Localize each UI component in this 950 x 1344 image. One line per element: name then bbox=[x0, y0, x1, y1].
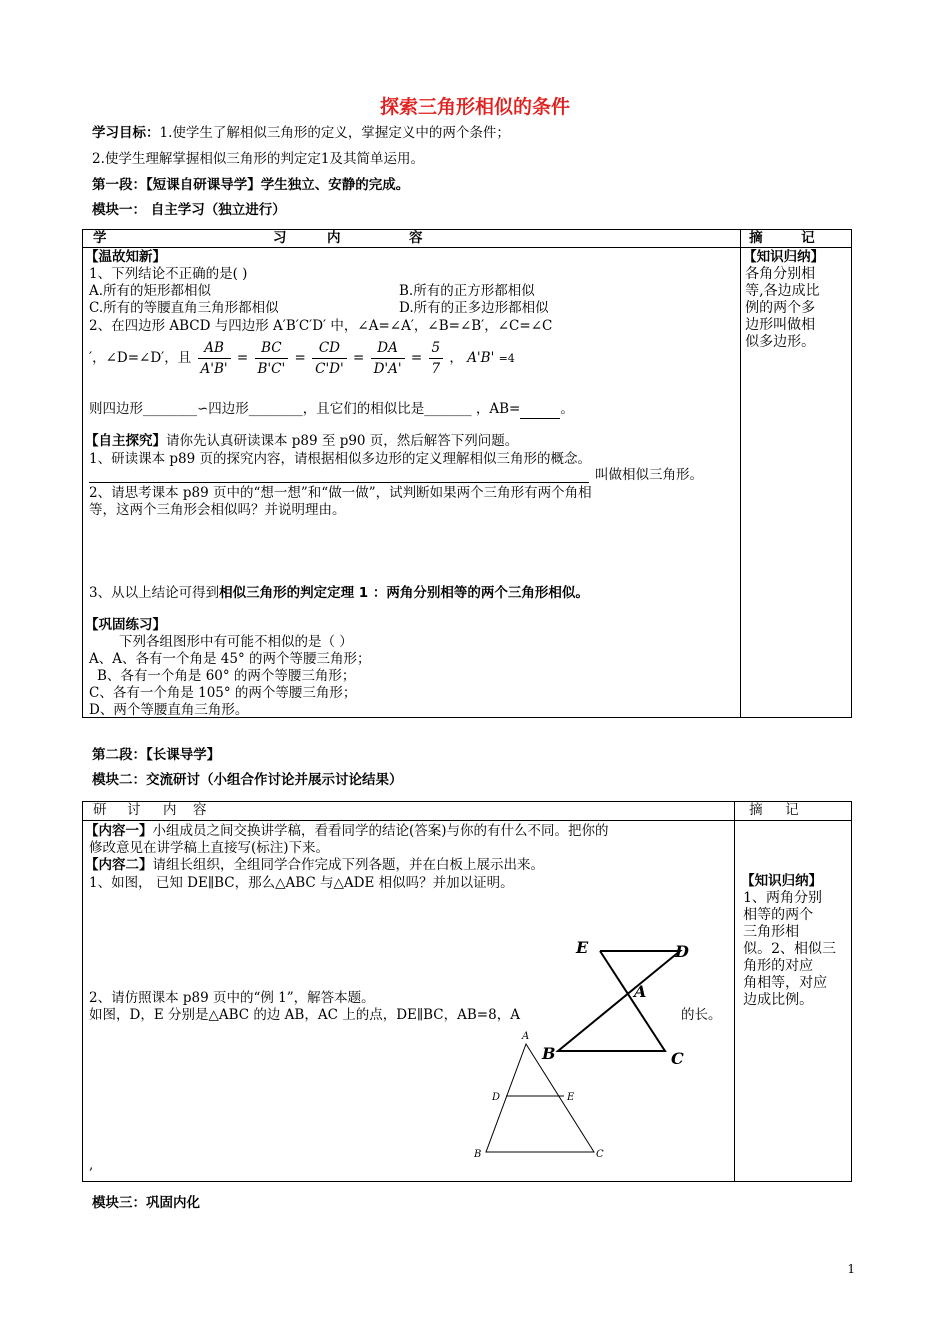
point-label-c: C bbox=[596, 1149, 604, 1160]
discussion-question-1: 1、如图， 已知 DE∥BC，那么△ABC 与△ADE 相似吗？并加以证明。 bbox=[89, 875, 514, 891]
point-label-a: A bbox=[634, 982, 647, 1001]
module-1-heading: 模块一： 自主学习（独立进行） bbox=[92, 202, 286, 218]
note-line: 1、两角分别 bbox=[743, 890, 823, 906]
page-number: 1 bbox=[847, 1262, 855, 1276]
explore-question-3-lead: 3、从以上结论可得到 bbox=[89, 585, 220, 601]
fraction-denominator: A'B' bbox=[200, 361, 228, 377]
equals-sign: = bbox=[352, 350, 365, 366]
practice-heading: 【巩固练习】 bbox=[85, 617, 166, 633]
header-char: 摘 bbox=[749, 230, 763, 246]
note-heading: 【知识归纳】 bbox=[743, 249, 825, 265]
note-line: 例的两个多 bbox=[745, 300, 816, 316]
fraction-numerator: 5 bbox=[429, 338, 444, 359]
fraction-denominator: D'A' bbox=[373, 361, 402, 377]
header-char: 容 bbox=[409, 230, 423, 246]
explore-question-2-cont: 等，这两个三角形会相似吗？并说明理由。 bbox=[89, 502, 346, 518]
practice-question: 下列各组图形中有可能不相似的是（ ） bbox=[119, 634, 353, 650]
header-char: 研 bbox=[93, 802, 107, 818]
note-line: 相等的两个 bbox=[743, 907, 814, 923]
point-label-b: B bbox=[542, 1044, 556, 1063]
review-question-1: 1、下列结论不正确的是( ) bbox=[89, 266, 248, 282]
point-label-d: D bbox=[492, 1092, 501, 1103]
content-2-line bbox=[85, 857, 544, 874]
content-1-heading: 【内容一】 bbox=[85, 823, 153, 839]
page-title: 探索三角形相似的条件 bbox=[379, 96, 570, 118]
fill-blank-line bbox=[89, 482, 589, 483]
ab-prime-label: A'B' bbox=[467, 350, 495, 366]
study-table-2 bbox=[82, 801, 852, 1182]
practice-option-b: B、各有一个角是 60° 的两个等腰三角形； bbox=[97, 668, 356, 684]
explore-question-1: 1、研读课本 p89 页的探究内容，请根据相似多边形的定义理解相似三角形的概念。 bbox=[89, 451, 591, 467]
fraction-denominator: 7 bbox=[431, 361, 441, 377]
note-line: 三角形相 bbox=[743, 924, 800, 940]
ratio-equation: ′，∠D=∠D′，且 $\frac{AB}{A'B'}$ = $\frac{BC}{B'C'}$ = $\frac{CD}{C'D'}$ = $\frac{DA}{D'A'}$ = $\frac{5}{7}$ ， A'B' =4 bbox=[89, 340, 515, 377]
review-option-c: C.所有的等腰直角三角形都相似 bbox=[89, 300, 279, 316]
header-char: 容 bbox=[193, 802, 207, 818]
equals-sign: = bbox=[236, 350, 249, 366]
table-2-header-note bbox=[735, 802, 852, 821]
review-option-b: B.所有的正方形都相似 bbox=[399, 283, 535, 299]
discussion-question-2-tail: 的长。 bbox=[681, 1007, 722, 1023]
header-char: 摘 bbox=[749, 802, 763, 818]
fraction bbox=[429, 338, 444, 379]
equals-sign: = bbox=[294, 350, 306, 366]
header-char: 内 bbox=[163, 802, 177, 818]
content-1-line-1 bbox=[85, 823, 609, 840]
explore-question-1-tail: 叫做相似三角形。 bbox=[595, 467, 703, 483]
stage-2-heading: 第二段：【长课导学】 bbox=[92, 747, 221, 763]
point-label-d: D bbox=[675, 942, 689, 961]
stage-1-heading: 第一段：【短课自研课导学】学生独立、安静的完成。 bbox=[92, 177, 410, 193]
practice-option-c: C、各有一个角是 105° 的两个等腰三角形； bbox=[89, 685, 357, 701]
fraction-denominator: B'C' bbox=[257, 361, 286, 377]
module-3-heading: 模块三：巩固内化 bbox=[92, 1195, 200, 1211]
review-option-d: D.所有的正多边形都相似 bbox=[399, 300, 549, 316]
point-label-e: E bbox=[567, 1092, 575, 1103]
review-heading: 【温故知新】 bbox=[85, 249, 166, 265]
discussion-question-2: 2、请仿照课本 p89 页中的“例 1”，解答本题。 bbox=[89, 990, 375, 1006]
goals-text-1: 1.使学生了解相似三角形的定义，掌握定义中的两个条件； bbox=[159, 125, 510, 141]
study-table-1 bbox=[82, 229, 852, 718]
practice-option-a: A、A、各有一个角是 45° 的两个等腰三角形； bbox=[89, 651, 371, 667]
review-blanks: 则四边形________∽四边形________，且它们的相似比是_______ ，AB= bbox=[89, 401, 521, 417]
fraction bbox=[371, 338, 405, 379]
review-question-2-answer-line bbox=[89, 401, 574, 419]
review-option-a: A.所有的矩形都相似 bbox=[89, 283, 212, 299]
explore-heading-line bbox=[85, 433, 518, 450]
ab-prime-value: =4 bbox=[498, 352, 515, 365]
point-label-a: A bbox=[522, 1031, 530, 1042]
explore-question-3 bbox=[89, 585, 589, 602]
triangle-abc bbox=[486, 1044, 594, 1152]
fraction bbox=[312, 338, 347, 379]
note-line: 似。2、相似三 bbox=[743, 941, 837, 957]
table-1-header-main bbox=[83, 230, 741, 248]
module-2-heading: 模块二：交流研讨（小组合作讨论并展示讨论结果） bbox=[92, 772, 403, 788]
fraction-numerator: DA bbox=[371, 338, 405, 359]
point-label-c: C bbox=[671, 1049, 684, 1068]
fraction-numerator: BC bbox=[255, 338, 289, 359]
table-2-content bbox=[83, 821, 735, 1182]
practice-option-d: D、两个等腰直角三角形。 bbox=[89, 702, 249, 718]
fraction-numerator: CD bbox=[312, 338, 347, 359]
header-char: 记 bbox=[785, 802, 799, 818]
discussion-question-2-cont: 如图，D，E 分别是△ABC 的边 AB，AC 上的点，DE∥BC，AB=8，A bbox=[89, 1007, 520, 1023]
header-char: 内 bbox=[327, 230, 341, 246]
explore-question-2: 2、请思考课本 p89 页中的“想一想”和“做一做”，试判断如果两个三角形有两个角相 bbox=[89, 485, 592, 501]
note-line: 角相等，对应 bbox=[743, 975, 828, 991]
stray-comma: , bbox=[89, 1157, 94, 1173]
goals-label: 学习目标： bbox=[92, 125, 160, 141]
fraction bbox=[198, 338, 231, 379]
content-2-heading: 【内容二】 bbox=[85, 857, 153, 873]
note-line: 角形的对应 bbox=[743, 958, 814, 974]
header-char: 学 bbox=[93, 230, 107, 246]
triangle-de-bc-figure bbox=[468, 1026, 608, 1166]
content-1-line-2: 修改意见在讲学稿上直接写(标注)下来。 bbox=[89, 840, 330, 856]
review-question-2: 2、在四边形 ABCD 与四边形 A′B′C′D′ 中，∠A=∠A′，∠B=∠B′，∠C=∠C bbox=[89, 318, 553, 334]
header-char: 记 bbox=[801, 230, 815, 246]
review-end-mark: 。 bbox=[560, 401, 574, 417]
fraction-denominator: C'D' bbox=[315, 361, 344, 377]
fraction bbox=[255, 338, 289, 379]
note-line: 边成比例。 bbox=[743, 992, 814, 1008]
header-char: 讨 bbox=[127, 802, 141, 818]
equals-sign: = bbox=[410, 350, 423, 366]
note-line: 似多边形。 bbox=[745, 334, 816, 350]
table-1-content bbox=[83, 248, 741, 718]
note-heading: 【知识归纳】 bbox=[741, 873, 823, 889]
note-line: 边形叫做相 bbox=[745, 317, 816, 333]
header-char: 习 bbox=[273, 230, 287, 246]
table-1-header-note bbox=[741, 230, 852, 248]
ratio-lead-text: ′，∠D=∠D′，且 bbox=[89, 350, 192, 366]
table-2-header-main bbox=[83, 802, 735, 821]
explore-heading: 【自主探究】 bbox=[85, 433, 166, 449]
table-1-note bbox=[741, 248, 852, 718]
explore-intro: 请你先认真研读课本 p89 至 p90 页，然后解答下列问题。 bbox=[166, 433, 519, 449]
goals-line-2: 2.使学生理解掌握相似三角形的判定定1及其简单运用。 bbox=[92, 151, 424, 167]
fraction-numerator: AB bbox=[198, 338, 231, 359]
note-line: 各角分别相 bbox=[745, 266, 816, 282]
note-line: 等,各边成比 bbox=[745, 283, 820, 299]
content-1-text: 小组成员之间交换讲学稿，看看同学的结论(答案)与你的有什么不同。把你的 bbox=[152, 823, 609, 839]
point-label-b: B bbox=[474, 1149, 482, 1160]
goals-line-1 bbox=[92, 124, 510, 142]
similarity-theorem-1: 相似三角形的判定定理 1 ：两角分别相等的两个三角形相似。 bbox=[219, 585, 589, 601]
content-2-text: 请组长组织，全组同学合作完成下列各题，并在白板上展示出来。 bbox=[152, 857, 544, 873]
table-2-note bbox=[735, 821, 852, 1182]
point-label-e: E bbox=[576, 938, 589, 957]
